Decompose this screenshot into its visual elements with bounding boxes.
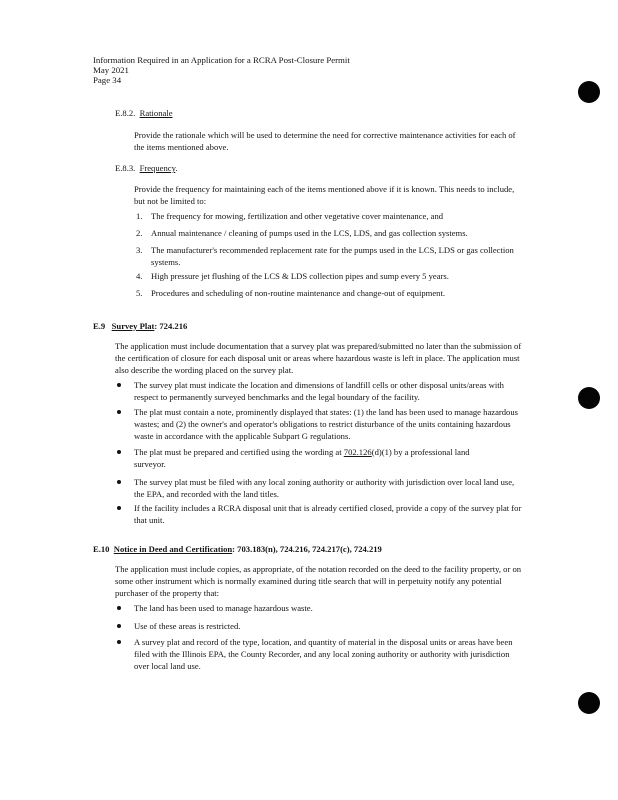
- section-e9-citation: : 724.216: [154, 321, 188, 331]
- section-e82-body: Provide the rationale which will be used to determine the need for corrective maintenance activities for each of the items mentioned above.: [134, 130, 516, 152]
- section-e9-number: E.9: [93, 321, 106, 331]
- bullet-text: A survey plat and record of the type, location, and quantity of material in the disposal units or areas have been filed with the Illinois EPA, the County Recorder, and any local zoning authority or authority with jurisdiction over local land use.: [134, 637, 513, 671]
- list-item-text: Procedures and scheduling of non-routine maintenance and change-out of equipment.: [151, 288, 446, 298]
- header-title: Information Required in an Application for a RCRA Post-Closure Permit: [93, 55, 350, 65]
- bullet-text: The land has been used to manage hazardous waste.: [134, 603, 313, 613]
- bullet-icon: [117, 606, 121, 610]
- section-e10-intro: The application must include copies, as appropriate, of the notation recorded on the deed to the facility property, or on some other instrument which is normally examined during title search that will in perpetuity notify any potential purchaser of the property that:: [115, 564, 522, 598]
- punch-hole-top: [578, 81, 600, 103]
- list-item-text: High pressure jet flushing of the LCS & LDS collection pipes and sump every 5 years.: [151, 271, 449, 281]
- section-e82-title: Rationale: [139, 108, 173, 118]
- bullet-icon: [117, 410, 121, 414]
- bullet-text: The plat must be prepared and certified using the wording at 702.126(d)(1) by a professional land surveyor.: [134, 447, 470, 469]
- punch-hole-middle: [578, 387, 600, 409]
- section-e10-citation: : 703.183(n), 724.216, 724.217(c), 724.219: [232, 544, 382, 554]
- bullet-icon: [117, 640, 121, 644]
- list-item-number: 1.: [136, 211, 143, 221]
- section-e82-heading: [115, 107, 173, 119]
- bullet-icon: [117, 506, 121, 510]
- bullet-text: If the facility includes a RCRA disposal unit that is already certified closed, provide a copy of the survey plat for that unit.: [134, 503, 522, 525]
- section-e10-heading: [93, 543, 382, 555]
- list-item-text: The manufacturer's recommended replacement rate for the pumps used in the LCS, LDS or gas collection systems.: [151, 245, 514, 267]
- bullet-icon: [117, 480, 121, 484]
- list-item-text: Annual maintenance / cleaning of pumps used in the LCS, LDS, and gas collection systems.: [151, 228, 468, 238]
- punch-hole-bottom: [578, 692, 600, 714]
- regulation-link[interactable]: 702.126: [343, 447, 372, 457]
- section-e9-heading: [93, 320, 187, 332]
- bullet-text: Use of these areas is restricted.: [134, 621, 241, 631]
- bullet-text: The plat must contain a note, prominently displayed that states: (1) the land has been used to manage hazardous wastes; and (2) the owner's and operator's obligations to restrict disturbance of the units containing hazardous waste in accordance with the applicable Subpart G regulations.: [134, 407, 518, 441]
- bullet-icon: [117, 450, 121, 454]
- bullet-icon: [117, 383, 121, 387]
- section-e9-title: Survey Plat: [111, 321, 155, 331]
- section-e83-heading: E.8.3. Frequency.: [115, 163, 178, 173]
- bullet-icon: [117, 624, 121, 628]
- bullet-text: The survey plat must be filed with any local zoning authority or authority with jurisdiction over local land use, the EPA, and recorded with the land titles.: [134, 477, 515, 499]
- list-item-number: 4.: [136, 271, 143, 281]
- list-item-text: The frequency for mowing, fertilization and other vegetative cover maintenance, and: [151, 211, 444, 221]
- section-e10-number: E.10: [93, 544, 110, 554]
- bullet-text: The survey plat must indicate the location and dimensions of landfill cells or other disposal units/areas with respect to permanently surveyed benchmarks and the legal boundary of the facility.: [134, 380, 504, 402]
- section-e83-intro: Provide the frequency for maintaining each of the items mentioned above if it is known. This needs to include, but not be limited to:: [134, 184, 515, 206]
- header-page-number: Page 34: [93, 75, 122, 85]
- section-e83-number: E.8.3.: [115, 163, 136, 173]
- list-item-number: 5.: [136, 288, 143, 298]
- section-e9-intro: The application must include documentation that a survey plat was prepared/submitted no later than the submission of the certification of closure for each disposal unit or areas where hazardous waste is left in place. The application must also describe the wording placed on the survey plat.: [115, 341, 522, 375]
- list-item-number: 3.: [136, 245, 143, 255]
- section-e82-number: E.8.2.: [115, 108, 136, 118]
- section-e83-title: Frequency: [139, 163, 176, 173]
- header-date: May 2021: [93, 65, 129, 75]
- list-item-number: 2.: [136, 228, 143, 238]
- page-header: [93, 55, 350, 85]
- section-e10-title: Notice in Deed and Certification: [113, 544, 233, 554]
